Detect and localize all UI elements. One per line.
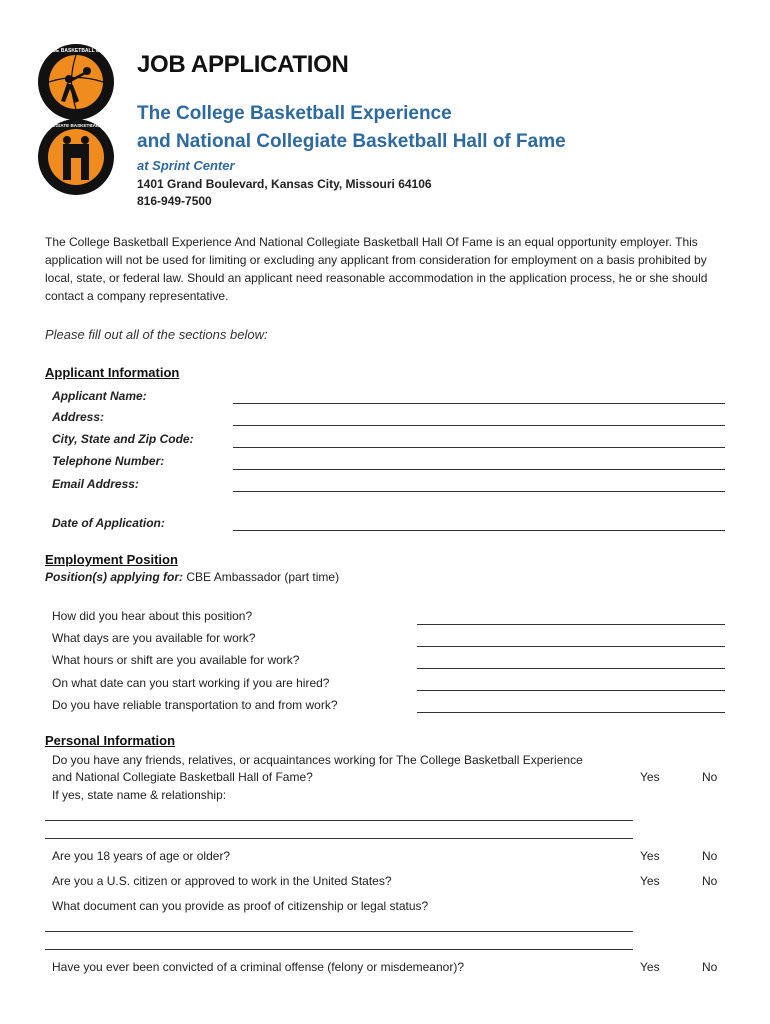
address-label: Address: xyxy=(52,410,105,424)
answer-hear-about[interactable] xyxy=(417,624,725,625)
question-age: Are you 18 years of age or older? xyxy=(52,849,231,863)
question-conviction: Have you ever been convicted of a criminal offense (felony or misdemeanor)? xyxy=(52,960,464,974)
address: 1401 Grand Boulevard, Kansas City, Missouri 64106 xyxy=(137,177,432,191)
section-personal-information: Personal Information xyxy=(45,733,176,748)
question-hear-about: How did you hear about this position? xyxy=(52,609,253,623)
question-days-available: What days are you available for work? xyxy=(52,631,256,645)
phone: 816-949-7500 xyxy=(137,194,212,208)
question-transportation: Do you have reliable transportation to and from work? xyxy=(52,698,338,712)
relatives-answer-line2[interactable] xyxy=(45,838,633,839)
citizen-no[interactable]: No xyxy=(702,874,718,888)
question-hours-available: What hours or shift are you available for work? xyxy=(52,653,300,667)
citizen-yes[interactable]: Yes xyxy=(640,874,660,888)
telephone-label: Telephone Number: xyxy=(52,454,165,468)
instructions: Please fill out all of the sections below: xyxy=(45,327,268,342)
email-field[interactable] xyxy=(233,491,725,492)
document-answer-line2[interactable] xyxy=(45,949,633,950)
question-start-date: On what date can you start working if you are hired? xyxy=(52,676,330,690)
date-label: Date of Application: xyxy=(52,516,165,530)
section-applicant-information: Applicant Information xyxy=(45,365,180,380)
answer-transportation[interactable] xyxy=(417,712,725,713)
question-relatives-line1: Do you have any friends, relatives, or acquaintances working for The College Basketball Experience xyxy=(52,753,583,767)
city-state-zip-field[interactable] xyxy=(233,447,725,448)
eeo-statement: The College Basketball Experience And National Collegiate Basketball Hall Of Fame is an equal opportunity employer. This application will not be used for limiting or excluding any applicant from consideration for employment on a basis prohibited by local, state, or federal law. Should an applicant need reasonable accommodation in the application process, he or she should contact a company representative. xyxy=(45,235,708,303)
page-title: JOB APPLICATION xyxy=(137,51,349,78)
document-answer-line1[interactable] xyxy=(45,931,633,932)
cbe-logo-lettering: THE COLLEGE BASKETBALL EXPERIENCE xyxy=(23,48,129,54)
date-field[interactable] xyxy=(233,530,725,531)
position-value: CBE Ambassador (part time) xyxy=(186,570,340,584)
email-label: Email Address: xyxy=(52,477,139,491)
relatives-answer-line1[interactable] xyxy=(45,820,633,821)
hall-of-fame-logo-lettering: NATIONAL COLLEGIATE BASKETBALL HALL OF FAME xyxy=(15,123,137,128)
telephone-field[interactable] xyxy=(233,469,725,470)
org-name-line1: The College Basketball Experience xyxy=(137,103,452,124)
question-relatives-line3: If yes, state name & relationship: xyxy=(52,788,227,802)
relatives-no[interactable]: No xyxy=(702,770,718,784)
conviction-no[interactable]: No xyxy=(702,960,718,974)
applicant-name-label: Applicant Name: xyxy=(52,389,147,403)
question-document: What document can you provide as proof of citizenship or legal status? xyxy=(52,899,429,913)
position-row xyxy=(45,570,339,584)
question-citizen: Are you a U.S. citizen or approved to work in the United States? xyxy=(52,874,392,888)
venue: at Sprint Center xyxy=(137,158,235,173)
position-label: Position(s) applying for: xyxy=(45,570,183,584)
hall-of-fame-logo xyxy=(15,118,137,196)
age-yes[interactable]: Yes xyxy=(640,849,660,863)
answer-hours-available[interactable] xyxy=(417,668,725,669)
applicant-name-field[interactable] xyxy=(233,403,725,404)
answer-days-available[interactable] xyxy=(417,646,725,647)
org-name-line2: and National Collegiate Basketball Hall of Fame xyxy=(137,131,566,152)
city-state-zip-label: City, State and Zip Code: xyxy=(52,432,194,446)
answer-start-date[interactable] xyxy=(417,690,725,691)
age-no[interactable]: No xyxy=(702,849,718,863)
address-field[interactable] xyxy=(233,425,725,426)
conviction-yes[interactable]: Yes xyxy=(640,960,660,974)
question-relatives-line2: and National Collegiate Basketball Hall of Fame? xyxy=(52,770,313,784)
cbe-logo xyxy=(23,43,129,121)
section-employment-position: Employment Position xyxy=(45,552,178,567)
relatives-yes[interactable]: Yes xyxy=(640,770,660,784)
